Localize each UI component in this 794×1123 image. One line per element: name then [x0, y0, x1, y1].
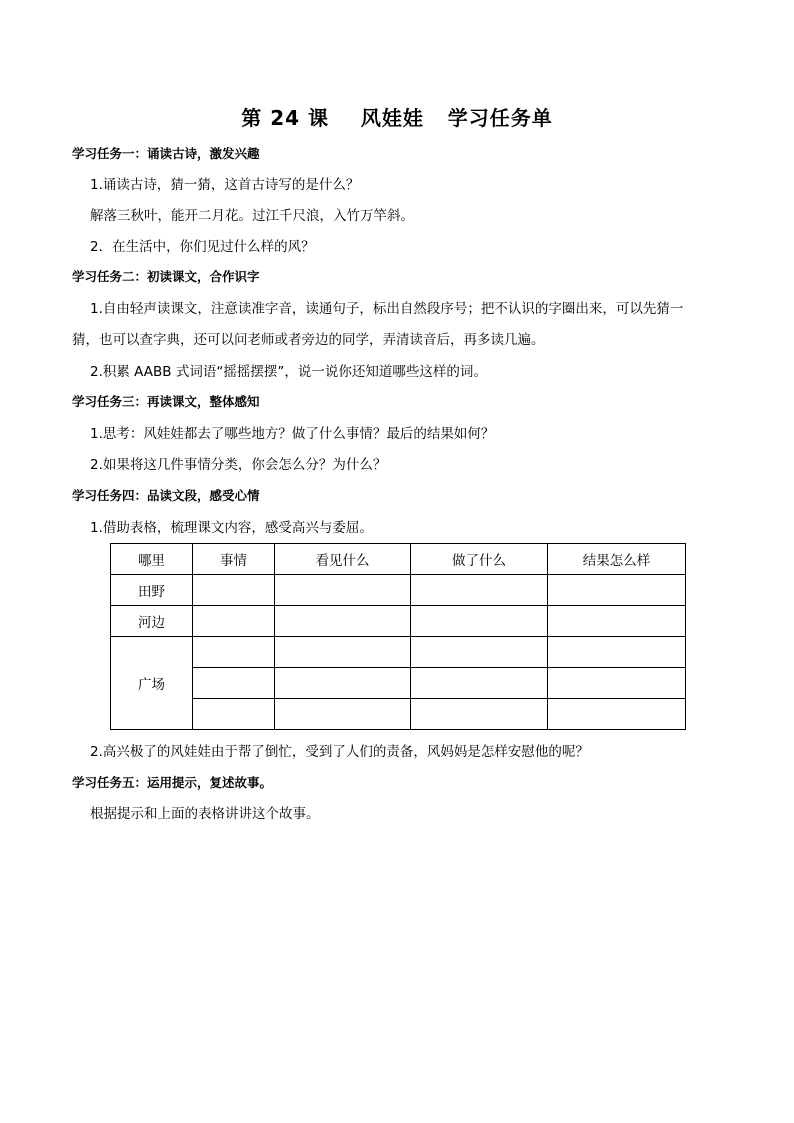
- empty-cell: [193, 668, 275, 699]
- page-title: 第 24 课 风娃娃 学习任务单: [241, 106, 553, 130]
- empty-cell: [548, 699, 686, 730]
- task-1-poem-line: 解落三秋叶，能开二月花。过江千尺浪，入竹万竿斜。: [90, 208, 414, 224]
- empty-cell: [548, 637, 686, 668]
- task-2-item-1: 1.自由轻声读课文，注意读准字音，读通句子，标出自然段序号；把不认识的字圈出来，可以先猜一: [90, 301, 684, 317]
- task-2-item-1-continued: 猜，也可以查字典，还可以问老师或者旁边的同学，弄清读音后，再多读几遍。: [72, 332, 545, 348]
- empty-cell: [548, 668, 686, 699]
- task-1-heading: 学习任务一：诵读古诗，激发兴趣: [72, 146, 260, 161]
- empty-cell: [275, 668, 411, 699]
- empty-cell: [411, 575, 548, 606]
- empty-cell: [548, 575, 686, 606]
- table-row: [111, 637, 686, 668]
- task-4-item-2: 2.高兴极了的风娃娃由于帮了倒忙，受到了人们的责备，风妈妈是怎样安慰他的呢？: [90, 744, 589, 760]
- task-4-heading: 学习任务四：品读文段，感受心情: [72, 488, 260, 503]
- task-3-item-2: 2.如果将这几件事情分类，你会怎么分？为什么？: [90, 457, 387, 473]
- empty-cell: [275, 606, 411, 637]
- story-table: [110, 543, 686, 730]
- task-1-item-1: 1.诵读古诗，猜一猜，这首古诗写的是什么？: [90, 177, 360, 193]
- empty-cell: [193, 575, 275, 606]
- task-4-item-1: 1.借助表格，梳理课文内容，感受高兴与委屈。: [90, 520, 373, 536]
- task-5-heading: 学习任务五：运用提示，复述故事。: [72, 775, 273, 790]
- empty-cell: [275, 575, 411, 606]
- table-row: [111, 668, 686, 699]
- empty-cell: [548, 606, 686, 637]
- task-1-item-2: 2．在生活中，你们见过什么样的风？: [90, 239, 315, 255]
- table-header-row: [111, 544, 686, 575]
- task-2-heading: 学习任务二：初读课文，合作识字: [72, 269, 260, 284]
- table-row: [111, 606, 686, 637]
- empty-cell: [411, 637, 548, 668]
- header-saw: 看见什么: [275, 544, 411, 575]
- place-cell: 田野: [111, 575, 193, 606]
- empty-cell: [411, 699, 548, 730]
- empty-cell: [193, 637, 275, 668]
- header-result: 结果怎么样: [548, 544, 686, 575]
- place-cell: 河边: [111, 606, 193, 637]
- header-event: 事情: [193, 544, 275, 575]
- table-row: [111, 699, 686, 730]
- task-3-item-1: 1.思考：风娃娃都去了哪些地方？做了什么事情？最后的结果如何？: [90, 426, 495, 442]
- place-cell: 广场: [111, 637, 193, 730]
- empty-cell: [275, 637, 411, 668]
- empty-cell: [275, 699, 411, 730]
- header-where: 哪里: [111, 544, 193, 575]
- table-row: [111, 575, 686, 606]
- task-5-item-1: 根据提示和上面的表格讲讲这个故事。: [90, 806, 320, 822]
- task-2-item-2: 2.积累 AABB 式词语“摇摇摆摆”，说一说你还知道哪些这样的词。: [90, 364, 487, 380]
- empty-cell: [411, 668, 548, 699]
- empty-cell: [193, 606, 275, 637]
- empty-cell: [411, 606, 548, 637]
- header-did: 做了什么: [411, 544, 548, 575]
- empty-cell: [193, 699, 275, 730]
- task-3-heading: 学习任务三：再读课文，整体感知: [72, 394, 260, 409]
